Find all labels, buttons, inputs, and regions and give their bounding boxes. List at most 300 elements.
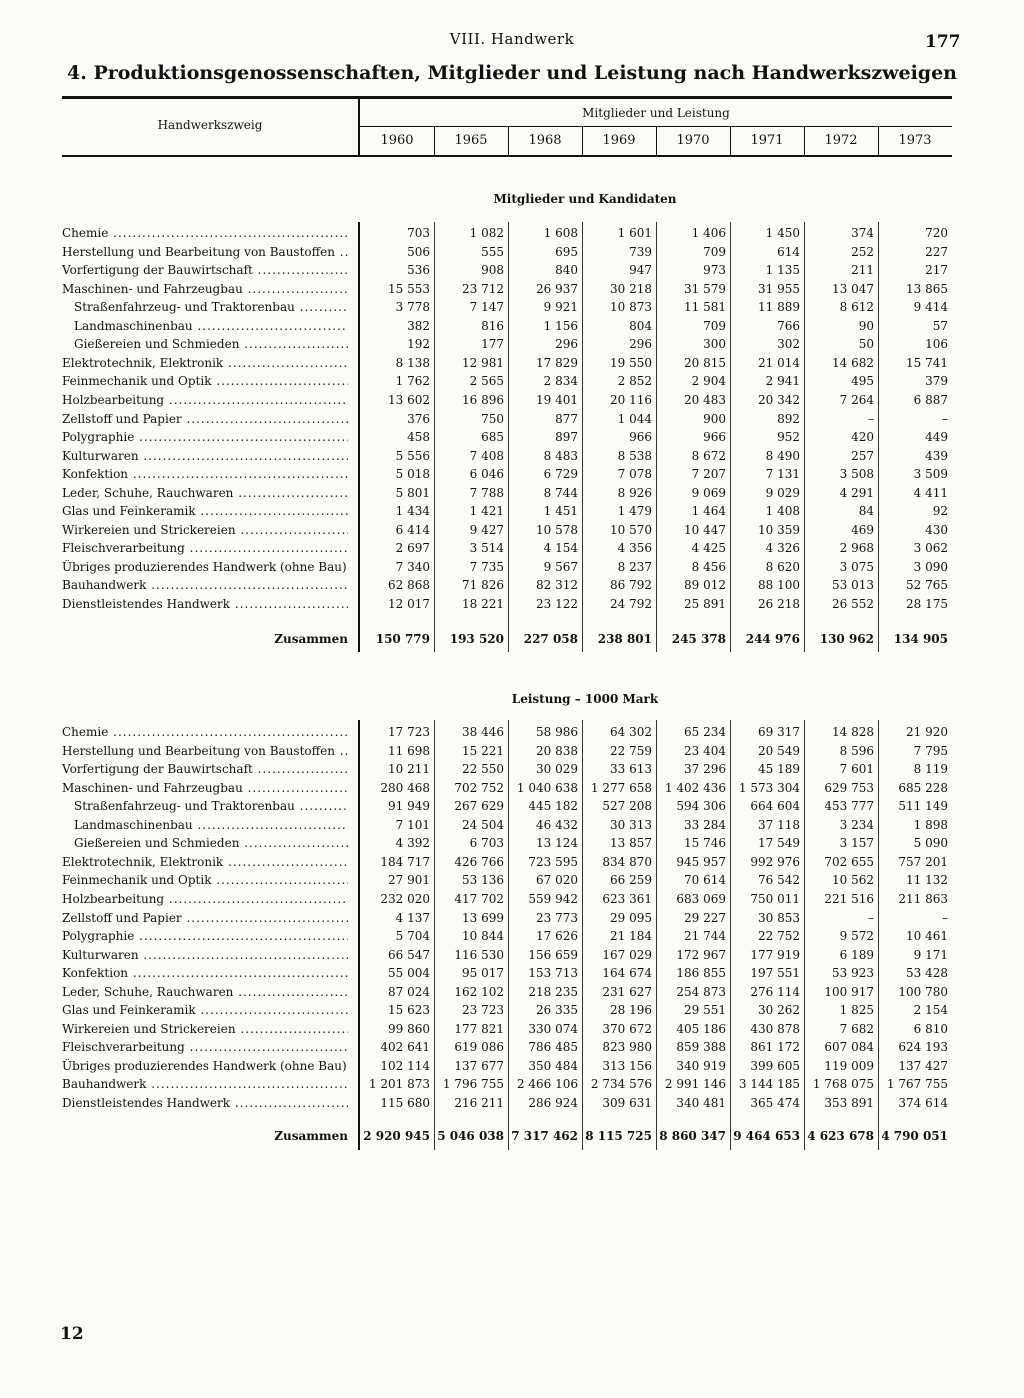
cell-1965: 816	[481, 318, 504, 333]
cell-1972: 1 825	[839, 1003, 874, 1018]
cell-1973: 9 171	[913, 947, 948, 962]
cell-1968: 1 451	[543, 504, 578, 519]
table-row	[0, 300, 1024, 318]
row-label: Herstellung und Bearbeitung von Baustoffen .....	[62, 744, 348, 758]
cell-1960: 3 778	[395, 300, 430, 315]
cell-1971: 244 976	[745, 632, 800, 646]
cell-1972: 252	[851, 244, 874, 259]
row-label: Bauhandwerk .....	[62, 1077, 348, 1091]
cell-1973: 100 780	[898, 984, 948, 999]
cell-1960: 4 137	[395, 910, 430, 925]
cell-1968: 286 924	[528, 1096, 578, 1110]
cell-1972: 100 917	[824, 984, 874, 999]
cell-1973: 757 201	[898, 854, 948, 869]
cell-1968: 1 040 638	[516, 780, 578, 795]
cell-1960: 2 697	[395, 541, 430, 556]
cell-1960: 13 602	[388, 392, 430, 407]
cell-1971: 664 604	[750, 799, 800, 814]
cell-1972: 257	[851, 448, 874, 463]
cell-1969: 739	[629, 244, 652, 259]
cell-1972: 8 596	[839, 743, 874, 758]
cell-1970: 11 581	[684, 300, 726, 315]
table-row	[0, 892, 1024, 910]
row-label: Zellstoff und Papier .....	[62, 911, 348, 925]
cell-1968: 67 020	[536, 873, 578, 888]
table-row	[0, 523, 1024, 541]
cell-1969: 238 801	[597, 632, 652, 646]
cell-1965: 23 723	[462, 1003, 504, 1018]
row-label: Gießereien und Schmieden .....	[74, 836, 348, 850]
cell-1970: 29 227	[684, 910, 726, 925]
table-row	[0, 430, 1024, 448]
cell-1972: 119 009	[824, 1058, 874, 1073]
cell-1971: 1 408	[765, 504, 800, 519]
cell-1960: 232 020	[380, 891, 430, 906]
cell-1969: 8 926	[617, 485, 652, 500]
row-label: Zellstoff und Papier .....	[62, 412, 348, 426]
cell-1970: 2 991 146	[664, 1077, 726, 1092]
year-separator	[582, 127, 583, 155]
cell-1971: 1 135	[765, 263, 800, 278]
cell-1971: 197 551	[750, 966, 800, 981]
cell-1971: 952	[777, 430, 800, 445]
cell-1968: 9 921	[543, 300, 578, 315]
cell-1965: 177 821	[454, 1021, 504, 1036]
cell-1960: 87 024	[388, 984, 430, 999]
row-label: Übriges produzierendes Handwerk (ohne Bau) .....	[62, 1059, 348, 1073]
year-separator	[656, 127, 657, 155]
cell-1970: 89 012	[684, 578, 726, 593]
cell-1968: 897	[555, 430, 578, 445]
cell-1973: 53 428	[906, 966, 948, 981]
cell-1972: 7 682	[839, 1021, 874, 1036]
cell-1971: 365 474	[750, 1096, 800, 1110]
year-separator	[434, 127, 435, 155]
cell-1968: 350 484	[528, 1058, 578, 1073]
cell-1968: 17 626	[536, 929, 578, 944]
cell-1973: 9 414	[913, 300, 948, 315]
cell-1970: 186 855	[676, 966, 726, 981]
cell-1972: 4 623 678	[807, 1129, 874, 1143]
year-header-1971: 1971	[750, 133, 784, 148]
cell-1969: 4 356	[617, 541, 652, 556]
table-row	[0, 725, 1024, 743]
cell-1969: 29 095	[610, 910, 652, 925]
row-label: Herstellung und Bearbeitung von Baustoffen .....	[62, 245, 348, 259]
table-row	[0, 560, 1024, 578]
table-row	[0, 467, 1024, 485]
cell-1960: 4 392	[395, 836, 430, 851]
table-row	[0, 985, 1024, 1003]
cell-1965: 23 712	[462, 281, 504, 296]
cell-1969: 64 302	[610, 725, 652, 739]
cell-1971: 992 976	[750, 854, 800, 869]
cell-1973: 7 795	[913, 743, 948, 758]
cell-1968: 8 483	[543, 448, 578, 463]
row-label: Landmaschinenbau .....	[74, 319, 348, 333]
cell-1973: 624 193	[898, 1040, 948, 1055]
table-row	[0, 1003, 1024, 1021]
cell-1960: 506	[407, 244, 430, 259]
cell-1960: 7 340	[395, 559, 430, 574]
cell-1960: 17 723	[388, 725, 430, 739]
cell-1973: 57	[932, 318, 948, 333]
cell-1965: 12 981	[462, 355, 504, 370]
total-label: Zusammen	[274, 632, 348, 646]
cell-1971: 10 359	[758, 522, 800, 537]
row-label: Bauhandwerk .....	[62, 578, 348, 592]
row-label: Landmaschinenbau .....	[74, 818, 348, 832]
cell-1968: 26 937	[536, 281, 578, 296]
row-label: Glas und Feinkeramik .....	[62, 1003, 348, 1017]
cell-1971: 861 172	[750, 1040, 800, 1055]
cell-1965: 13 699	[462, 910, 504, 925]
cell-1970: 1 464	[691, 504, 726, 519]
cell-1971: 7 131	[765, 467, 800, 482]
cell-1970: 70 614	[684, 873, 726, 888]
cell-1972: 374	[851, 226, 874, 240]
table-row	[0, 1022, 1024, 1040]
cell-1960: 8 138	[395, 355, 430, 370]
cell-1973: 449	[925, 430, 948, 445]
cell-1965: 5 046 038	[437, 1129, 504, 1143]
row-label: Straßenfahrzeug- und Traktorenbau .....	[74, 300, 348, 314]
cell-1973: 52 765	[906, 578, 948, 593]
year-separator	[878, 127, 879, 155]
cell-1968: 46 432	[536, 817, 578, 832]
year-header-1970: 1970	[676, 133, 710, 148]
cell-1970: 21 744	[684, 929, 726, 944]
cell-1965: 267 629	[454, 799, 504, 814]
cell-1969: 231 627	[602, 984, 652, 999]
cell-1970: 9 069	[691, 485, 726, 500]
cell-1965: 216 211	[454, 1096, 504, 1110]
cell-1972: 50	[858, 337, 874, 352]
cell-1960: 1 762	[395, 374, 430, 389]
cell-1972: –	[868, 411, 874, 426]
table-row	[0, 245, 1024, 263]
cell-1971: 399 605	[750, 1058, 800, 1073]
cell-1969: 13 857	[610, 836, 652, 851]
cell-1972: 2 968	[839, 541, 874, 556]
cell-1968: 19 401	[536, 392, 578, 407]
cell-1965: 7 408	[469, 448, 504, 463]
year-separator	[730, 127, 731, 155]
cell-1965: 9 427	[469, 522, 504, 537]
cell-1965: 71 826	[462, 578, 504, 593]
cell-1969: 8 538	[617, 448, 652, 463]
cell-1965: 750	[481, 411, 504, 426]
row-label: Maschinen- und Fahrzeugbau .....	[62, 282, 348, 296]
cell-1971: 8 620	[765, 559, 800, 574]
cell-1965: 426 766	[454, 854, 504, 869]
year-header-1972: 1972	[824, 133, 858, 148]
cell-1970: 683 069	[676, 891, 726, 906]
row-label: Polygraphie .....	[62, 929, 348, 943]
cell-1965: 10 844	[462, 929, 504, 944]
chapter-heading: VIII. Handwerk	[449, 30, 575, 48]
cell-1970: 65 234	[684, 725, 726, 739]
cell-1960: 5 556	[395, 448, 430, 463]
table-row	[0, 374, 1024, 392]
table-row	[0, 393, 1024, 411]
row-label: Fleischverarbeitung .....	[62, 1040, 348, 1054]
cell-1968: 877	[555, 411, 578, 426]
row-label: Feinmechanik und Optik .....	[62, 873, 348, 887]
table-row	[0, 337, 1024, 355]
cell-1970: 254 873	[676, 984, 726, 999]
cell-1972: 453 777	[824, 799, 874, 814]
cell-1968: 695	[555, 244, 578, 259]
cell-1960: 280 468	[380, 780, 430, 795]
cell-1965: 6 703	[469, 836, 504, 851]
cell-1972: 607 084	[824, 1040, 874, 1055]
cell-1972: 3 157	[839, 836, 874, 851]
cell-1971: 1 573 304	[738, 780, 800, 795]
cell-1965: 137 677	[454, 1058, 504, 1073]
cell-1972: 9 572	[839, 929, 874, 944]
row-label: Kulturwaren .....	[62, 449, 348, 463]
cell-1960: 376	[407, 411, 430, 426]
cell-1973: 4 411	[913, 485, 948, 500]
cell-1968: 7 317 462	[511, 1129, 578, 1143]
cell-1960: 5 704	[395, 929, 430, 944]
cell-1968: 26 335	[536, 1003, 578, 1018]
cell-1969: 296	[629, 337, 652, 352]
cell-1971: 1 450	[765, 226, 800, 240]
cell-1960: 27 901	[388, 873, 430, 888]
cell-1965: 53 136	[462, 873, 504, 888]
cell-1968: 786 485	[528, 1040, 578, 1055]
cell-1968: 23 773	[536, 910, 578, 925]
cell-1972: 7 264	[839, 392, 874, 407]
row-label: Maschinen- und Fahrzeugbau .....	[62, 781, 348, 795]
cell-1969: 1 277 658	[590, 780, 652, 795]
cell-1972: 4 291	[839, 485, 874, 500]
cell-1960: 192	[407, 337, 430, 352]
cell-1973: 15 741	[906, 355, 948, 370]
cell-1973: 6 810	[913, 1021, 948, 1036]
cell-1971: 614	[777, 244, 800, 259]
cell-1969: 30 218	[610, 281, 652, 296]
cell-1960: 150 779	[375, 632, 430, 646]
cell-1973: 430	[925, 522, 948, 537]
cell-1973: 1 898	[913, 817, 948, 832]
row-label: Feinmechanik und Optik .....	[62, 374, 348, 388]
table-row	[0, 762, 1024, 780]
cell-1971: 177 919	[750, 947, 800, 962]
cell-1971: 3 144 185	[738, 1077, 800, 1092]
cell-1971: 302	[777, 337, 800, 352]
cell-1969: 804	[629, 318, 652, 333]
cell-1973: –	[942, 910, 948, 925]
cell-1973: 8 119	[913, 762, 948, 777]
cell-1970: 340 481	[676, 1096, 726, 1110]
row-label: Leder, Schuhe, Rauchwaren .....	[62, 985, 348, 999]
cell-1969: 834 870	[602, 854, 652, 869]
cell-1965: 193 520	[449, 632, 504, 646]
cell-1968: 8 744	[543, 485, 578, 500]
cell-1970: 1 406	[691, 226, 726, 240]
cell-1968: 153 713	[528, 966, 578, 981]
cell-1970: 340 919	[676, 1058, 726, 1073]
cell-1973: 379	[925, 374, 948, 389]
cell-1969: 164 674	[602, 966, 652, 981]
cell-1972: 53 923	[832, 966, 874, 981]
table-row	[0, 504, 1024, 522]
table-row	[0, 449, 1024, 467]
cell-1968: 9 567	[543, 559, 578, 574]
cell-1965: 16 896	[462, 392, 504, 407]
cell-1970: 245 378	[671, 632, 726, 646]
table-row	[0, 1077, 1024, 1095]
cell-1968: 156 659	[528, 947, 578, 962]
cell-1968: 4 154	[543, 541, 578, 556]
sheet-number: 12	[60, 1324, 84, 1344]
cell-1968: 227 058	[523, 632, 578, 646]
table-row	[0, 356, 1024, 374]
table-row	[0, 1059, 1024, 1077]
table-row	[0, 1040, 1024, 1058]
cell-1973: 685 228	[898, 780, 948, 795]
cell-1965: 619 086	[454, 1040, 504, 1055]
year-separator	[508, 127, 509, 155]
cell-1968: 723 595	[528, 854, 578, 869]
cell-1969: 527 208	[602, 799, 652, 814]
cell-1965: 116 530	[454, 947, 504, 962]
cell-1973: –	[942, 411, 948, 426]
cell-1970: 973	[703, 263, 726, 278]
row-label: Dienstleistendes Handwerk .....	[62, 1096, 348, 1110]
group-header: Mitglieder und Leistung	[582, 106, 730, 120]
cell-1960: 102 114	[380, 1058, 430, 1073]
row-label: Kulturwaren .....	[62, 948, 348, 962]
cell-1969: 8 237	[617, 559, 652, 574]
table-row	[0, 541, 1024, 559]
cell-1972: 6 189	[839, 947, 874, 962]
cell-1973: 10 461	[906, 929, 948, 944]
row-label: Leder, Schuhe, Rauchwaren .....	[62, 486, 348, 500]
row-label: Chemie .....	[62, 725, 348, 739]
year-header-1960: 1960	[380, 133, 414, 148]
cell-1972: 353 891	[824, 1096, 874, 1110]
cell-1972: 14 828	[832, 725, 874, 739]
cell-1970: 709	[703, 244, 726, 259]
cell-1973: 21 920	[906, 725, 948, 739]
cell-1972: 211	[851, 263, 874, 278]
page-number: 177	[925, 32, 961, 52]
cell-1972: 495	[851, 374, 874, 389]
row-label: Elektrotechnik, Elektronik .....	[62, 855, 348, 869]
cell-1973: 374 614	[898, 1096, 948, 1110]
cell-1960: 7 101	[395, 817, 430, 832]
cell-1971: 30 262	[758, 1003, 800, 1018]
total-label: Zusammen	[274, 1129, 348, 1143]
cell-1969: 7 078	[617, 467, 652, 482]
cell-1968: 82 312	[536, 578, 578, 593]
cell-1973: 439	[925, 448, 948, 463]
section-title: Mitglieder und Kandidaten	[493, 192, 677, 206]
cell-1970: 405 186	[676, 1021, 726, 1036]
cell-1971: 892	[777, 411, 800, 426]
table-row	[0, 781, 1024, 799]
row-label: Wirkereien und Strickereien .....	[62, 523, 348, 537]
row-label: Konfektion .....	[62, 467, 348, 481]
table-row	[0, 744, 1024, 762]
row-label: Glas und Feinkeramik .....	[62, 504, 348, 518]
cell-1971: 2 941	[765, 374, 800, 389]
cell-1971: 30 853	[758, 910, 800, 925]
cell-1971: 88 100	[758, 578, 800, 593]
row-label: Holzbearbeitung .....	[62, 393, 348, 407]
table-row	[0, 836, 1024, 854]
cell-1970: 2 904	[691, 374, 726, 389]
cell-1965: 417 702	[454, 891, 504, 906]
cell-1969: 966	[629, 430, 652, 445]
cell-1972: 84	[858, 504, 874, 519]
header-bottom-rule	[62, 155, 952, 157]
cell-1968: 1 608	[543, 226, 578, 240]
cell-1970: 29 551	[684, 1003, 726, 1018]
cell-1968: 559 942	[528, 891, 578, 906]
cell-1973: 13 865	[906, 281, 948, 296]
cell-1969: 19 550	[610, 355, 652, 370]
cell-1971: 8 490	[765, 448, 800, 463]
cell-1970: 594 306	[676, 799, 726, 814]
cell-1972: 3 234	[839, 817, 874, 832]
cell-1960: 184 717	[380, 854, 430, 869]
table-row	[0, 799, 1024, 817]
cell-1969: 86 792	[610, 578, 652, 593]
cell-1969: 22 759	[610, 743, 652, 758]
cell-1960: 11 698	[388, 743, 430, 758]
cell-1969: 24 792	[610, 597, 652, 611]
cell-1973: 720	[925, 226, 948, 240]
cell-1968: 296	[555, 337, 578, 352]
cell-1972: 221 516	[824, 891, 874, 906]
cell-1970: 20 815	[684, 355, 726, 370]
cell-1965: 177	[481, 337, 504, 352]
table-row	[0, 412, 1024, 430]
cell-1968: 13 124	[536, 836, 578, 851]
cell-1968: 330 074	[528, 1021, 578, 1036]
cell-1970: 8 860 347	[659, 1129, 726, 1143]
table-row	[0, 578, 1024, 596]
cell-1972: 14 682	[832, 355, 874, 370]
cell-1971: 766	[777, 318, 800, 333]
cell-1973: 4 790 051	[881, 1129, 948, 1143]
cell-1969: 167 029	[602, 947, 652, 962]
cell-1972: 3 508	[839, 467, 874, 482]
cell-1970: 8 672	[691, 448, 726, 463]
cell-1960: 10 211	[388, 762, 430, 777]
cell-1973: 106	[925, 337, 948, 352]
cell-1971: 26 218	[758, 597, 800, 611]
cell-1960: 5 801	[395, 485, 430, 500]
cell-1973: 2 154	[913, 1003, 948, 1018]
cell-1969: 1 479	[617, 504, 652, 519]
cell-1968: 30 029	[536, 762, 578, 777]
cell-1969: 66 259	[610, 873, 652, 888]
table-top-rule	[62, 96, 952, 99]
cell-1970: 33 284	[684, 817, 726, 832]
cell-1969: 623 361	[602, 891, 652, 906]
table-row	[0, 597, 1024, 615]
cell-1969: 309 631	[602, 1096, 652, 1110]
cell-1960: 115 680	[380, 1096, 430, 1110]
cell-1971: 22 752	[758, 929, 800, 944]
row-label: Holzbearbeitung .....	[62, 892, 348, 906]
